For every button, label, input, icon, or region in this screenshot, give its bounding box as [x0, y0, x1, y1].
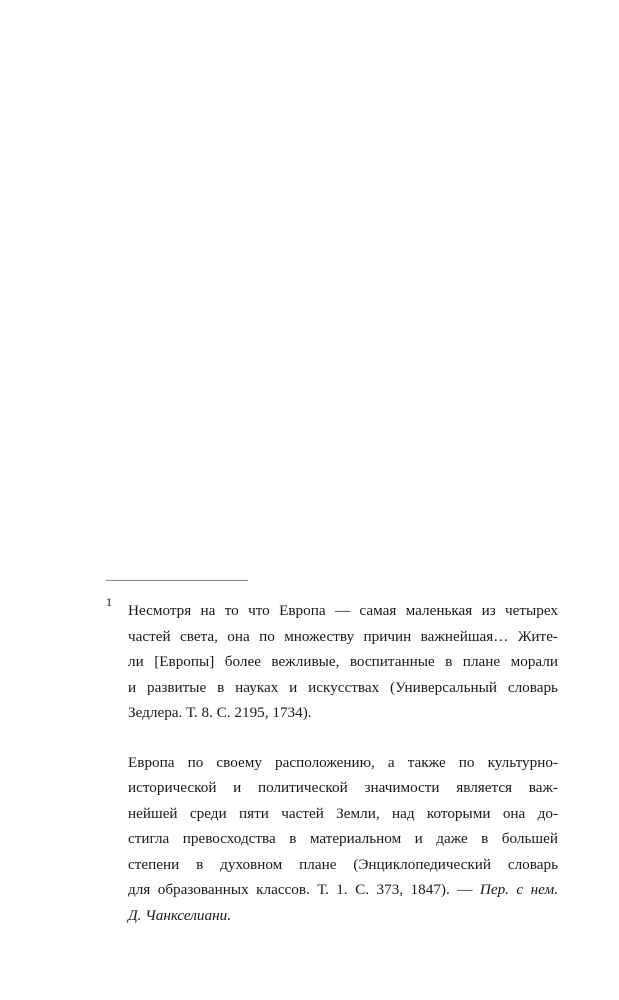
text-line: ли [Европы] более вежливые, воспитанные в плане морали	[128, 653, 558, 670]
text-line: степени в духовном плане (Энциклопедический словарь	[128, 855, 558, 873]
text-line: Зедлера. Т. 8. С. 2195, 1734).	[128, 704, 312, 721]
text-line-content: для образованных классов. Т. 1. С. 373, 1847). —	[128, 881, 473, 898]
text-line-with-translator	[128, 877, 558, 903]
footnote-number: 1	[106, 598, 113, 609]
translator-prefix: Пер. с нем.	[479, 881, 558, 898]
translator-name: Д. Чанкселиани.	[128, 906, 232, 924]
text-line: Несмотря на то что Европа — самая маленькая из четырех	[128, 602, 558, 619]
text-line: стигла превосходства в материальном и даже в большей	[128, 830, 558, 847]
text-line: и развитые в науках и искусствах (Универсальный словарь	[128, 678, 558, 696]
footnote-paragraph-2	[128, 750, 558, 929]
text-line: частей света, она по множеству причин важнейшая… Жите-	[128, 627, 558, 645]
footnote-paragraph-1	[128, 598, 558, 726]
footnote-text	[128, 598, 558, 928]
text-line: нейшей среди пяти частей Земли, над которыми она до-	[128, 804, 558, 822]
text-line: Европа по своему расположению, а также по культурно-	[128, 753, 558, 771]
text-line: исторической и политической значимости является важ-	[128, 779, 558, 796]
footnote-separator-rule	[106, 580, 248, 581]
